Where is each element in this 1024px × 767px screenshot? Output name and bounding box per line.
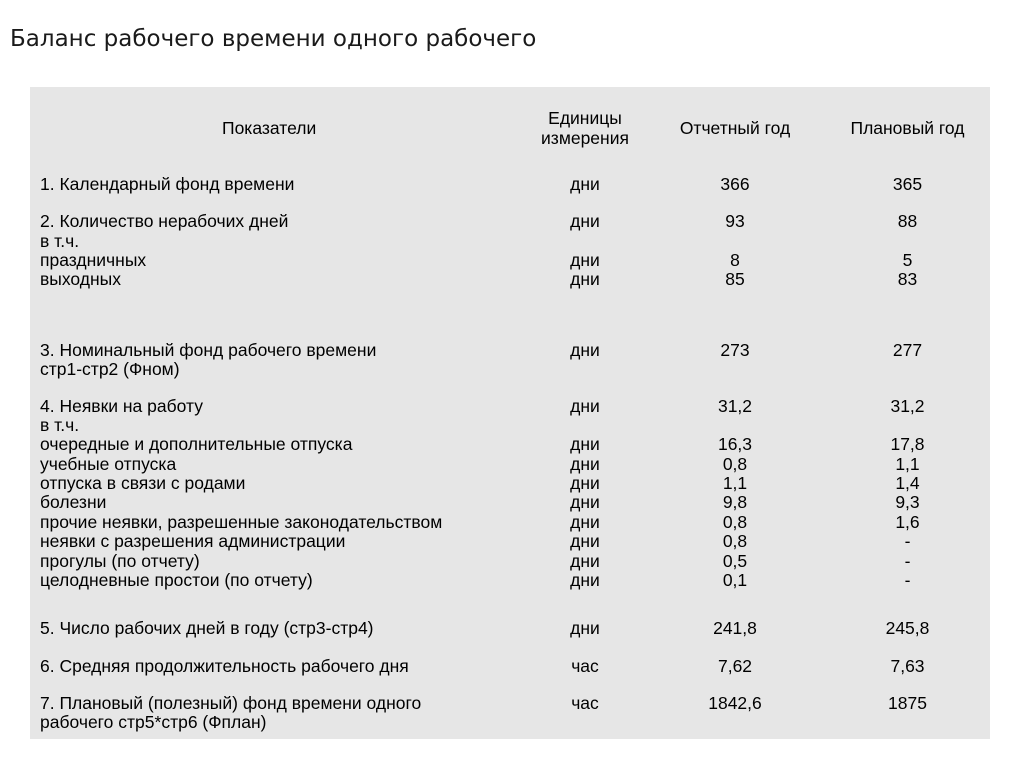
row-plan-value: 31,2 xyxy=(890,396,925,416)
row-report-value: 8 xyxy=(730,250,740,270)
row-label: очередные и дополнительные отпуска xyxy=(40,434,353,454)
row-plan-value: - xyxy=(904,531,911,551)
row-report-value: 85 xyxy=(725,269,745,289)
row-label: 6. Средняя продолжительность рабочего дня xyxy=(40,656,409,676)
row-report-value: 1842,6 xyxy=(708,693,762,713)
row-plan-value: 5 xyxy=(902,250,913,270)
work-time-balance-table xyxy=(30,87,990,739)
row-plan-value: 1,6 xyxy=(895,512,920,532)
row-report-value: 366 xyxy=(720,174,750,194)
row-unit: дни xyxy=(570,434,600,454)
row-unit: час xyxy=(571,693,599,713)
row-label: прогулы (по отчету) xyxy=(40,551,200,571)
row-plan-value: 245,8 xyxy=(885,618,930,638)
row-report-value: 273 xyxy=(720,340,750,360)
header-report-year: Отчетный год xyxy=(679,118,791,138)
row-report-value: 7,62 xyxy=(717,656,753,676)
row-label: стр1-стр2 (Фном) xyxy=(40,359,180,379)
row-unit: дни xyxy=(570,174,600,194)
row-report-value: 31,2 xyxy=(717,396,753,416)
row-label: отпуска в связи с родами xyxy=(40,473,246,493)
header-unit xyxy=(535,109,635,148)
row-label: неявки с разрешения администрации xyxy=(40,531,346,551)
row-unit: дни xyxy=(570,492,600,512)
row-unit: дни xyxy=(570,250,600,270)
row-plan-value: 365 xyxy=(892,174,923,194)
row-label: рабочего стр5*стр6 (Фплан) xyxy=(40,712,267,732)
row-unit: дни xyxy=(570,340,600,360)
row-unit: дни xyxy=(570,269,600,289)
row-label: праздничных xyxy=(40,250,147,270)
row-unit: дни xyxy=(570,512,600,532)
row-report-value: 93 xyxy=(725,211,745,231)
row-label: 1. Календарный фонд времени xyxy=(40,174,295,194)
row-plan-value: 83 xyxy=(897,269,918,289)
row-unit: час xyxy=(571,656,599,676)
row-label: целодневные простои (по отчету) xyxy=(40,570,313,590)
row-plan-value: 7,63 xyxy=(890,656,925,676)
row-unit: дни xyxy=(570,551,600,571)
row-report-value: 9,8 xyxy=(722,492,748,512)
row-report-value: 0,8 xyxy=(722,454,748,474)
row-plan-value: - xyxy=(904,551,911,571)
row-report-value: 16,3 xyxy=(717,434,753,454)
row-label: прочие неявки, разрешенные законодательством xyxy=(40,512,443,532)
row-unit: дни xyxy=(570,454,600,474)
header-unit-line2: измерения xyxy=(541,127,629,148)
row-unit: дни xyxy=(570,211,600,231)
row-label: 5. Число рабочих дней в году (стр3-стр4) xyxy=(40,618,374,638)
header-plan-year: Плановый год xyxy=(850,118,965,138)
row-label: 7. Плановый (полезный) фонд времени одного xyxy=(40,693,422,713)
row-report-value: 0,8 xyxy=(722,531,748,551)
row-label: в т.ч. xyxy=(40,231,80,251)
row-report-value: 241,8 xyxy=(713,618,757,638)
row-plan-value: 277 xyxy=(892,340,923,360)
row-report-value: 0,5 xyxy=(722,551,748,571)
header-indicator: Показатели xyxy=(222,118,317,138)
row-label: болезни xyxy=(40,492,107,512)
row-unit: дни xyxy=(570,618,600,638)
row-unit: дни xyxy=(570,570,600,590)
row-report-value: 1,1 xyxy=(722,473,748,493)
row-plan-value: 1,4 xyxy=(895,473,920,493)
row-plan-value: 1875 xyxy=(888,693,927,713)
header-unit-line1: Единицы xyxy=(548,108,622,128)
row-unit: дни xyxy=(570,396,600,416)
row-plan-value: - xyxy=(904,570,911,590)
row-label: выходных xyxy=(40,269,121,289)
row-report-value: 0,1 xyxy=(722,570,748,590)
row-plan-value: 17,8 xyxy=(890,434,925,454)
row-label: 4. Неявки на работу xyxy=(40,396,203,416)
row-plan-value: 88 xyxy=(897,211,918,231)
row-unit: дни xyxy=(570,473,600,493)
row-unit: дни xyxy=(570,531,600,551)
row-label: 3. Номинальный фонд рабочего времени xyxy=(40,340,377,360)
row-plan-value: 1,1 xyxy=(895,454,920,474)
row-plan-value: 9,3 xyxy=(895,492,920,512)
row-label: 2. Количество нерабочих дней xyxy=(40,211,289,231)
page-title: Баланс рабочего времени одного рабочего xyxy=(10,26,537,52)
row-label: в т.ч. xyxy=(40,415,80,435)
row-report-value: 0,8 xyxy=(722,512,748,532)
row-label: учебные отпуска xyxy=(40,454,177,474)
